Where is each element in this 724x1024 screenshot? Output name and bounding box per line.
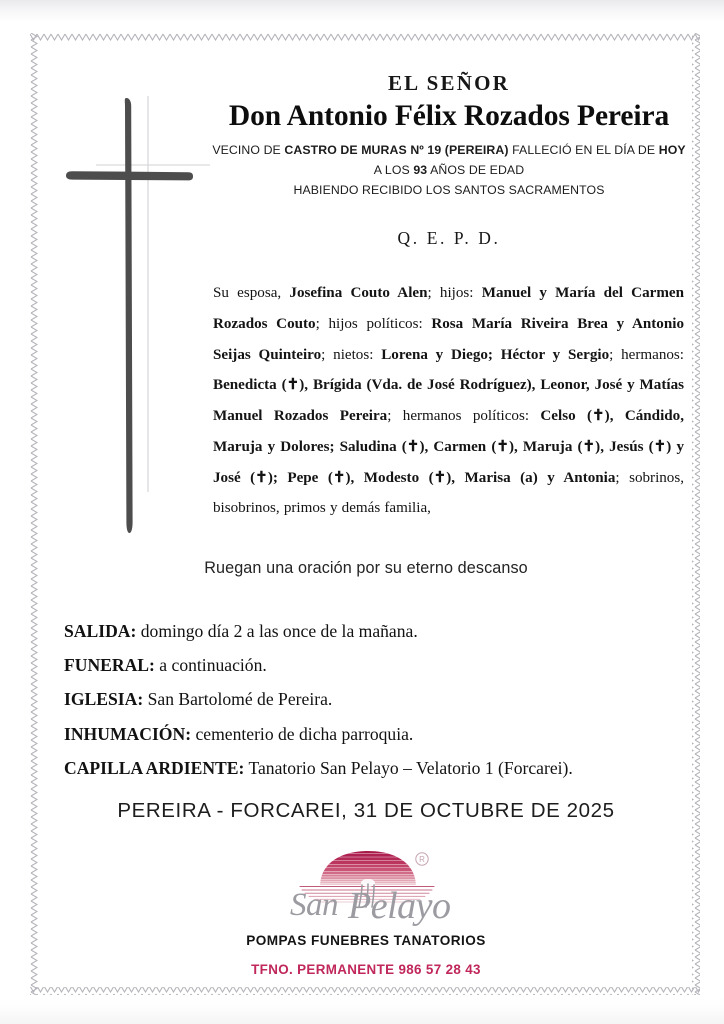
family-names: Josefina Couto Alen bbox=[289, 285, 428, 301]
residence-value: CASTRO DE MURAS Nº 19 (PEREIRA) bbox=[284, 143, 509, 158]
arrangement-row bbox=[64, 723, 684, 744]
arrangement-value: a continuación. bbox=[154, 655, 267, 676]
died-day: HOY bbox=[658, 143, 686, 158]
age-line bbox=[210, 161, 688, 181]
phone-line: TFNO. PERMANENTE 986 57 28 43 bbox=[251, 962, 481, 977]
arrangement-value: cementerio de dicha parroquia. bbox=[191, 723, 414, 744]
died-text: FALLECIÓ EN EL DÍA DE bbox=[508, 143, 659, 158]
family-names: Celso (✝), Cándido, Maruja y Dolores; Saludina (✝), Carmen (✝), Maruja (✝), Jesús (✝) y José (✝); Pepe (✝), Modesto (✝), Marisa (a) y Antonia bbox=[213, 408, 684, 486]
family-relation: ; nietos: bbox=[321, 346, 382, 363]
arrangement-value: domingo día 2 a las once de la mañana. bbox=[136, 621, 418, 641]
residence-line bbox=[210, 141, 688, 161]
arrangement-row bbox=[64, 757, 684, 778]
arrangement-row bbox=[64, 623, 684, 641]
family-relation: ; hijos políticos: bbox=[315, 315, 432, 332]
arrangement-label: INHUMACIÓN: bbox=[64, 723, 192, 744]
deceased-name: Don Antonio Félix Rozados Pereira bbox=[228, 100, 670, 132]
scan-shadow-bottom bbox=[0, 998, 724, 1024]
arrangement-value: San Bartolomé de Pereira. bbox=[143, 689, 333, 710]
age-prefix: A LOS bbox=[373, 163, 414, 178]
qepd-line: Q. E. P. D. bbox=[397, 228, 501, 248]
arrangements-list bbox=[64, 623, 684, 794]
arrangement-label: CAPILLA ARDIENTE: bbox=[64, 757, 245, 778]
san-pelayo-logo bbox=[282, 849, 457, 927]
cross-icon bbox=[62, 92, 212, 542]
arrangement-row bbox=[64, 657, 684, 675]
arrangement-row bbox=[64, 691, 684, 709]
age-value: 93 bbox=[413, 163, 428, 178]
svg-text:San: San bbox=[290, 887, 338, 923]
family-relation: Su esposa, bbox=[213, 285, 290, 301]
family-names: Lorena y Diego; Héctor y Sergio bbox=[381, 346, 610, 363]
prayer-line: Ruegan una oración por su eterno descanso bbox=[204, 559, 528, 577]
svg-text:Pelayo: Pelayo bbox=[348, 885, 451, 927]
family-names: Manuel y María del Carmen Rozados Couto bbox=[213, 285, 684, 332]
family-relation: ; hermanos: bbox=[609, 346, 684, 363]
family-names: Benedicta (✝), Brígida (Vda. de José Rodríguez), Leonor, José y Matías Manuel Rozados Pereira bbox=[213, 377, 684, 425]
arrangement-label: FUNERAL: bbox=[64, 655, 155, 676]
age-suffix: AÑOS DE EDAD bbox=[427, 163, 525, 178]
company-line: POMPAS FUNEBRES TANATORIOS bbox=[246, 933, 486, 948]
family-paragraph bbox=[213, 278, 684, 524]
arrangement-label: IGLESIA: bbox=[64, 689, 144, 710]
date-line: PEREIRA - FORCAREI, 31 DE OCTUBRE DE 2025 bbox=[117, 799, 615, 822]
family-names: Rosa María Riveira Brea y Antonio Seijas Quinteiro bbox=[213, 315, 684, 363]
header-block bbox=[210, 73, 688, 201]
family-relation: ; hijos: bbox=[427, 285, 482, 301]
family-relation: ; hermanos políticos: bbox=[387, 408, 541, 425]
sacraments-line: HABIENDO RECIBIDO LOS SANTOS SACRAMENTOS bbox=[293, 183, 605, 198]
arrangement-label: SALIDA: bbox=[64, 621, 137, 641]
family-relation: ; sobrinos, bisobrinos, primos y demás familia, bbox=[213, 469, 685, 517]
residence-prefix: VECINO DE bbox=[212, 143, 285, 158]
arrangement-value: Tanatorio San Pelayo – Velatorio 1 (Forcarei). bbox=[244, 757, 573, 778]
scan-shadow-top bbox=[0, 0, 724, 22]
svg-text:R: R bbox=[419, 855, 425, 865]
honorific: EL SEÑOR bbox=[387, 71, 511, 95]
